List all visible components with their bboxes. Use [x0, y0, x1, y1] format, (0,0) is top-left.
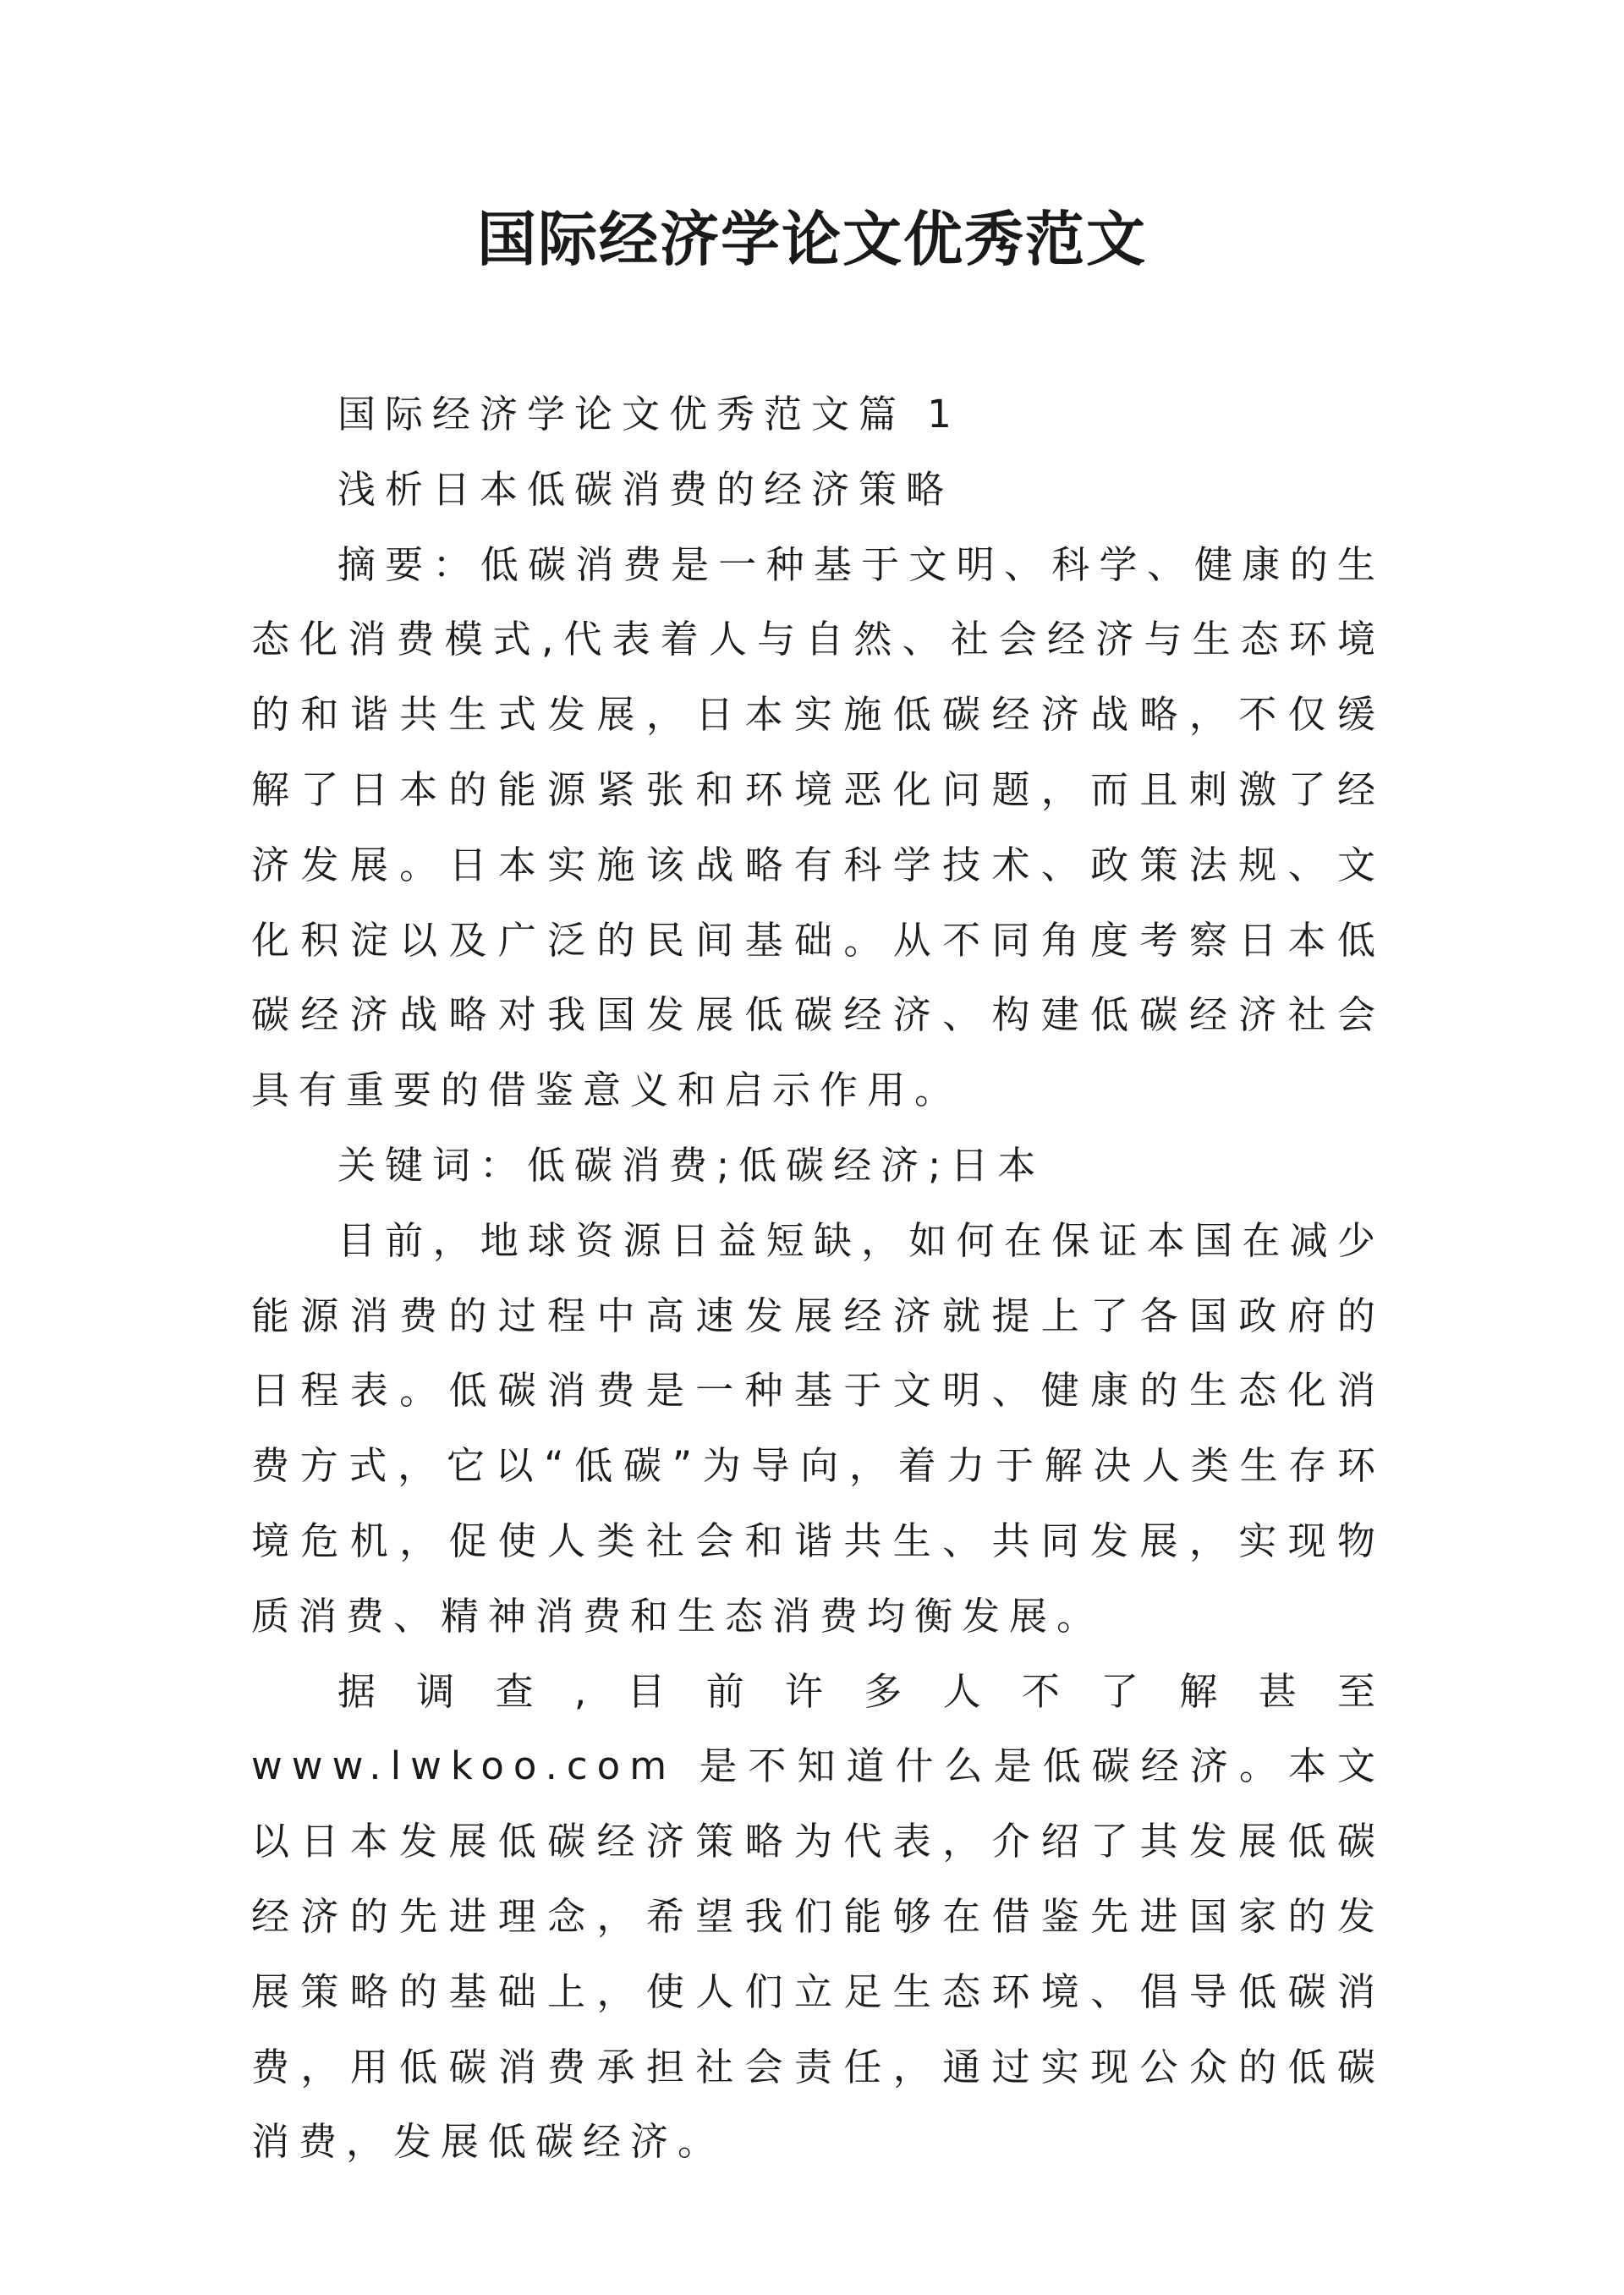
body-paragraph: 目前，地球资源日益短缺，如何在保证本国在减少能源消费的过程中高速发展经济就提上了各国政府的日程表。低碳消费是一种基于文明、健康的生态化消费方式，它以“低碳”为导向，着力于解决人类生存环境危机，促使人类社会和谐共生、共同发展，实现物质消费、精神消费和生态消费均衡发展。	[251, 1217, 1385, 1639]
document-body	[251, 377, 1385, 2180]
keywords-line: 关键词：低碳消费;低碳经济;日本	[337, 1142, 1045, 1188]
section-heading: 国际经济学论文优秀范文篇 1	[337, 392, 961, 436]
document-title: 国际经济学论文优秀范文	[477, 204, 1147, 274]
body-paragraph: 据调查,目前许多人不了解甚至 www.lwkoo.com 是不知道什么是低碳经济。本文以日本发展低碳经济策略为代表，介绍了其发展低碳经济的先进理念，希望我们能够在借鉴先进国家的发展策略的基础上，使人们立足生态环境、倡导低碳消费，用低碳消费承担社会责任，通过实现公众的低碳消费，发展低碳经济。	[251, 1668, 1385, 2165]
abstract-paragraph: 摘要：低碳消费是一种基于文明、科学、健康的生态化消费模式,代表着人与自然、社会经济与生态环境的和谐共生式发展，日本实施低碳经济战略，不仅缓解了日本的能源紧张和环境恶化问题，而且刺激了经济发展。日本实施该战略有科学技术、政策法规、文化积淀以及广泛的民间基础。从不同角度考察日本低碳经济战略对我国发展低碳经济、构建低碳经济社会具有重要的借鉴意义和启示作用。	[251, 541, 1385, 1113]
article-title: 浅析日本低碳消费的经济策略	[337, 466, 954, 512]
